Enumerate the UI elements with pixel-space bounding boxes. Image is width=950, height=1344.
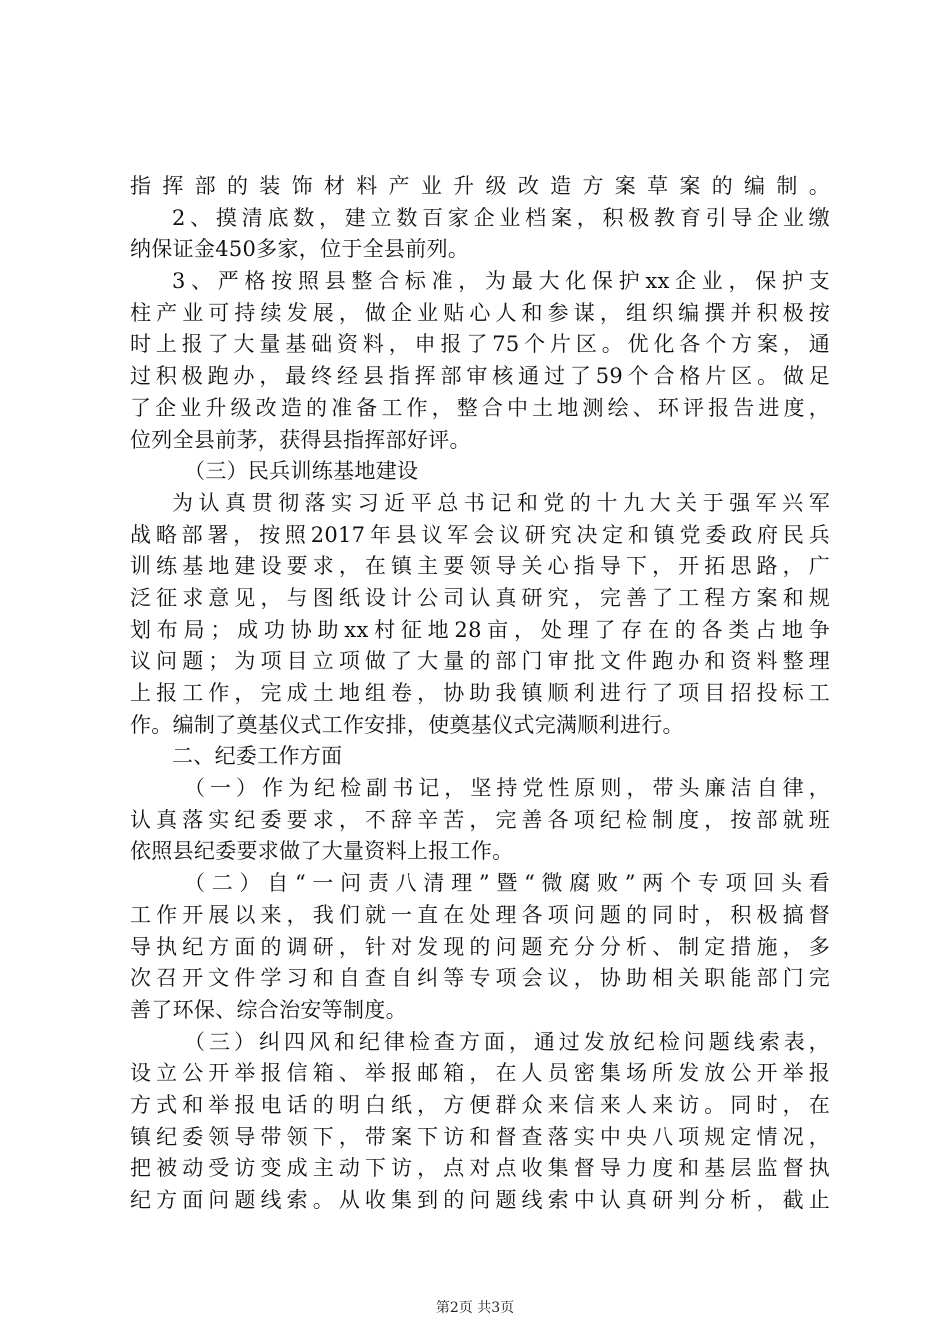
page-number-footer: 第2页 共3页	[435, 1300, 515, 1316]
text-line: 导执纪方面的调研，针对发现的问题充分分析、制定措施，多	[130, 934, 830, 959]
section-heading: （三）民兵训练基地建设	[184, 459, 419, 484]
text-line: 时上报了大量基础资料，申报了75个片区。优化各个方案，通	[130, 332, 830, 357]
document-body	[130, 171, 830, 1217]
text-line: 划布局；成功协助xx村征地28亩，处理了存在的各类占地争	[130, 617, 830, 642]
text-line: 过积极跑办，最终经县指挥部审核通过了59个合格片区。做足	[130, 364, 830, 389]
text-line: 议问题；为项目立项做了大量的部门审批文件跑办和资料整理	[130, 649, 830, 674]
text-line: 镇纪委领导带领下，带案下访和督查落实中央八项规定情况，	[130, 1124, 830, 1149]
text-line: 为认真贯彻落实习近平总书记和党的十九大关于强军兴军	[172, 490, 830, 515]
text-line: 3、严格按照县整合标准，为最大化保护xx企业，保护支	[172, 269, 830, 294]
text-line: 次召开文件学习和自查自纠等专项会议，协助相关职能部门完	[130, 966, 830, 991]
text-line: 善了环保、综合治安等制度。	[130, 997, 407, 1022]
text-line: 把被动受访变成主动下访，点对点收集督导力度和基层监督执	[130, 1156, 830, 1181]
text-line: 依照县纪委要求做了大量资料上报工作。	[130, 839, 514, 864]
text-line: 训练基地建设要求，在镇主要领导关心指导下，开拓思路，广	[130, 554, 830, 579]
text-line: （一）作为纪检副书记，坚持党性原则，带头廉洁自律，	[184, 776, 830, 801]
text-line: 工作开展以来，我们就一直在处理各项问题的同时，积极搞督	[130, 902, 830, 927]
text-line: （三）纠四风和纪律检查方面，通过发放纪检问题线索表，	[184, 1029, 830, 1054]
text-line: 上报工作，完成土地组卷，协助我镇顺利进行了项目招投标工	[130, 681, 830, 705]
text-line: 泛征求意见，与图纸设计公司认真研究，完善了工程方案和规	[130, 585, 830, 610]
text-line: 设立公开举报信箱、举报邮箱，在人员密集场所发放公开举报	[130, 1061, 830, 1086]
text-line: 认真落实纪委要求，不辞辛苦，完善各项纪检制度，按部就班	[130, 807, 830, 832]
text-line: （二）自“一问责八清理”暨“微腐败”两个专项回头看	[184, 871, 830, 896]
text-line: 纳保证金450多家，位于全县前列。	[130, 237, 470, 262]
text-line: 2、摸清底数，建立数百家企业档案，积极教育引导企业缴	[172, 205, 830, 230]
text-line: 方式和举报电话的明白纸，方便群众来信来人来访。同时，在	[130, 1092, 830, 1117]
text-line: 纪方面问题线索。从收集到的问题线索中认真研判分析，截止	[130, 1188, 830, 1212]
text-line: 指挥部的装饰材料产业升级改造方案草案的编制。	[130, 174, 830, 198]
section-heading: 二、纪委工作方面	[172, 744, 343, 769]
text-line: 作。编制了奠基仪式工作安排，使奠基仪式完满顺利进行。	[130, 712, 684, 737]
text-line: 战略部署，按照2017年县议军会议研究决定和镇党委政府民兵	[130, 522, 830, 547]
text-line: 位列全县前茅，获得县指挥部好评。	[130, 427, 471, 452]
text-line: 了企业升级改造的准备工作，整合中土地测绘、环评报告进度，	[130, 395, 830, 420]
text-line: 柱产业可持续发展，做企业贴心人和参谋，组织编撰并积极按	[130, 300, 830, 325]
